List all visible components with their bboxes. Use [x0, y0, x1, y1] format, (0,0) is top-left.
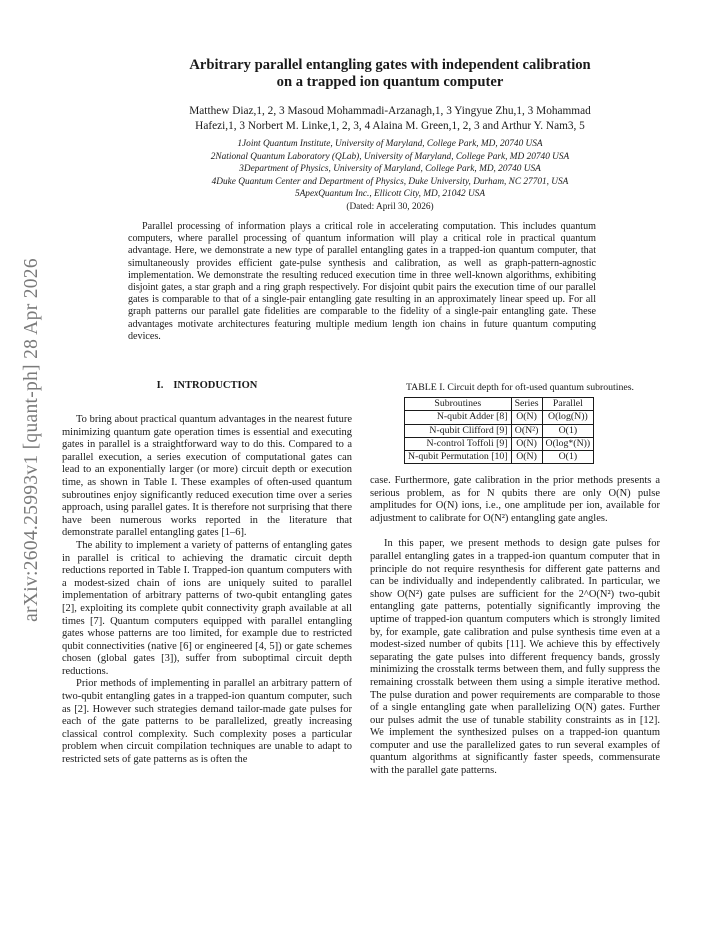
table-cell: N-control Toffoli [9]	[405, 437, 512, 450]
affiliations	[80, 138, 700, 213]
title-line-2: on a trapped ion quantum computer	[276, 73, 504, 90]
abstract: Parallel processing of information plays a critical role in accelerating computation. This includes quantum computers, where parallel processing of quantum information will play a critical role in practical quantum advantage. Here, we demonstrate a new type of parallel entangling gates in a trapped-ion quantum computer, that simultaneously provides efficient gate-pulse synthesis and calibration, as well as graph-pattern-agnostic implementation. We demonstrate the resulting reduced execution time in three well-known algorithms, exhibiting disjoint gates, a star graph and a ring graph respectively. For disjoint qubit pairs the execution time of our parallel gates is comparable to that of a single-pair entangling gate resulting in an approximately linear speed up. For all graph patterns our parallel gate fidelities are comparable to the fidelity of a single-pair entangling gate. These advantages motivate architectures featuring multiple medium length ion chains in future quantum computing devices.	[128, 221, 596, 342]
affiliation-5: 5ApexQuantum Inc., Ellicott City, MD, 21042 USA	[294, 189, 486, 199]
arxiv-sidebar-stamp	[10, 230, 54, 650]
header-subroutines: Subroutines	[405, 398, 512, 411]
section-title: INTRODUCTION	[173, 380, 258, 391]
table-cell: O(log*(N))	[542, 437, 594, 450]
table-cell: O(N)	[511, 451, 542, 464]
title-line-1: Arbitrary parallel entangling gates with independent calibration	[189, 57, 591, 73]
table-cell: O(1)	[542, 424, 594, 437]
circuit-depth-table	[404, 397, 594, 464]
arxiv-identifier: arXiv:2604.25993v1 [quant-ph] 28 Apr 2026	[21, 258, 42, 622]
table-row	[405, 424, 594, 437]
table-cell: N-qubit Permutation [10]	[405, 451, 512, 464]
table-row	[405, 437, 594, 450]
section-heading	[62, 380, 352, 391]
header-series: Series	[511, 398, 542, 411]
paragraph: case. Furthermore, gate calibration in the prior methods presents a serious problem, as for N qubits there are only O(N) pulse amplitudes for O(N) ions, i.e., one amplitude per ion, available for adjustment to calibrate for O(N²) entangling gate angles.	[370, 475, 660, 524]
table-header-row	[405, 398, 594, 411]
affiliation-3: 3Department of Physics, University of Maryland, College Park, MD, 20740 USA	[239, 164, 541, 174]
affiliation-1: 1Joint Quantum Institute, University of Maryland, College Park, MD, 20740 USA	[237, 139, 543, 149]
paragraph: To bring about practical quantum advantages in the nearest future minimizing quantum gate operation times is essential and executing gates in parallel is a straightforward way to do this. Compared to a parallel execution, a series execution of computational gates can lead to an exponentially larger (or more) circuit depth or execution time, as shown in Table I. These examples of often-used quantum subroutines enjoy significantly reduced execution time over a series approach, using parallel gates. It is therefore not surprising that there have been numerous works reported in the literature that demonstrate parallel entangling gates [1–6].	[62, 414, 352, 539]
table-cell: N-qubit Clifford [9]	[405, 424, 512, 437]
table-cell: O(N)	[511, 411, 542, 424]
paragraph: In this paper, we present methods to design gate pulses for parallel entangling gates in a trapped-ion quantum computer that in principle do not require resynthesis for different gate patterns and can be individually and independently calibrated. In particular, we show O(N²) gate pulses are sufficient for the 2^O(N²) two-qubit entangling gate patterns, potentially significantly improving the uptime of trapped-ion quantum computers which is strongly limited by, for example, gate calibration and pulse synthesis time even at a modest-sized number of qubits [11]. We achieve this by effectively separating the gate pulses into different frequency bands, grossly minimizing the crosstalk terms between them, and fully suppress the remaining crosstalk between them using a simple iterative method. The pulse duration and power requirements are comparable to those of a single entangling gate when parallelizing O(N) gates. Further our pulses admit the use of tunable stability constraints as in [12]. We implement the synthesized pulses on a trapped-ion quantum computer and use the parallelized gates to run several examples of quantum algorithms at significantly faster speeds, commensurate with the parallel gate patterns.	[370, 538, 660, 777]
table-cell: O(N²)	[511, 424, 542, 437]
authors-line-2: Hafezi,1, 3 Norbert M. Linke,1, 2, 3, 4 Alaina M. Green,1, 2, 3 and Arthur Y. Nam3, 5	[195, 120, 585, 132]
section-number: I.	[156, 380, 164, 391]
table-cell: O(log(N))	[542, 411, 594, 424]
table-cell: O(N)	[511, 437, 542, 450]
paper-title	[80, 57, 700, 90]
date-line: (Dated: April 30, 2026)	[346, 201, 434, 212]
left-column	[62, 414, 352, 767]
affiliation-4: 4Duke Quantum Center and Department of Physics, Duke University, Durham, NC 27701, USA	[211, 176, 569, 187]
authors-line-1: Matthew Diaz,1, 2, 3 Masoud Mohammadi-Arzanagh,1, 3 Yingyue Zhu,1, 3 Mohammad	[189, 105, 591, 117]
header-parallel: Parallel	[542, 398, 594, 411]
table-row	[405, 411, 594, 424]
paragraph: The ability to implement a variety of patterns of entangling gates in parallel is critical to achieving the dramatic circuit depth reductions reported in Table I. Trapped-ion quantum computers with a modest-sized chain of ions are uniquely suited to parallel implementation of arbitrary patterns of two-qubit entangling gates [2], exploiting its complete qubit connectivity graph available at all times [7]. Quantum computers equipped with parallel entangling gates whose patterns are too limited, for example due to restricted qubit connectivities (native [6] or engineered [4, 5]) or gate schemes chosen (global gates [3]), suffer from suboptimal circuit depth reductions.	[62, 539, 352, 677]
right-column	[370, 475, 660, 778]
affiliation-2: 2National Quantum Laboratory (QLab), University of Maryland, College Park, MD 20740 USA	[210, 151, 570, 162]
author-list	[80, 104, 700, 134]
table-cell: N-qubit Adder [8]	[405, 411, 512, 424]
table-cell: O(1)	[542, 451, 594, 464]
paragraph: Prior methods of implementing in parallel an arbitrary pattern of two-qubit entangling gates in a trapped-ion quantum computer, such as [2]. However such strategies demand tailor-made gate pulses for each of the gate patterns to be parallelized, greatly increasing classical control complexity. Such complexity poses a particular problem when circuit compilation techniques are unable to adapt to restricted sets of gate patterns as is often the	[62, 678, 352, 766]
table-row	[405, 451, 594, 464]
table-caption: TABLE I. Circuit depth for oft-used quantum subroutines.	[405, 382, 635, 393]
